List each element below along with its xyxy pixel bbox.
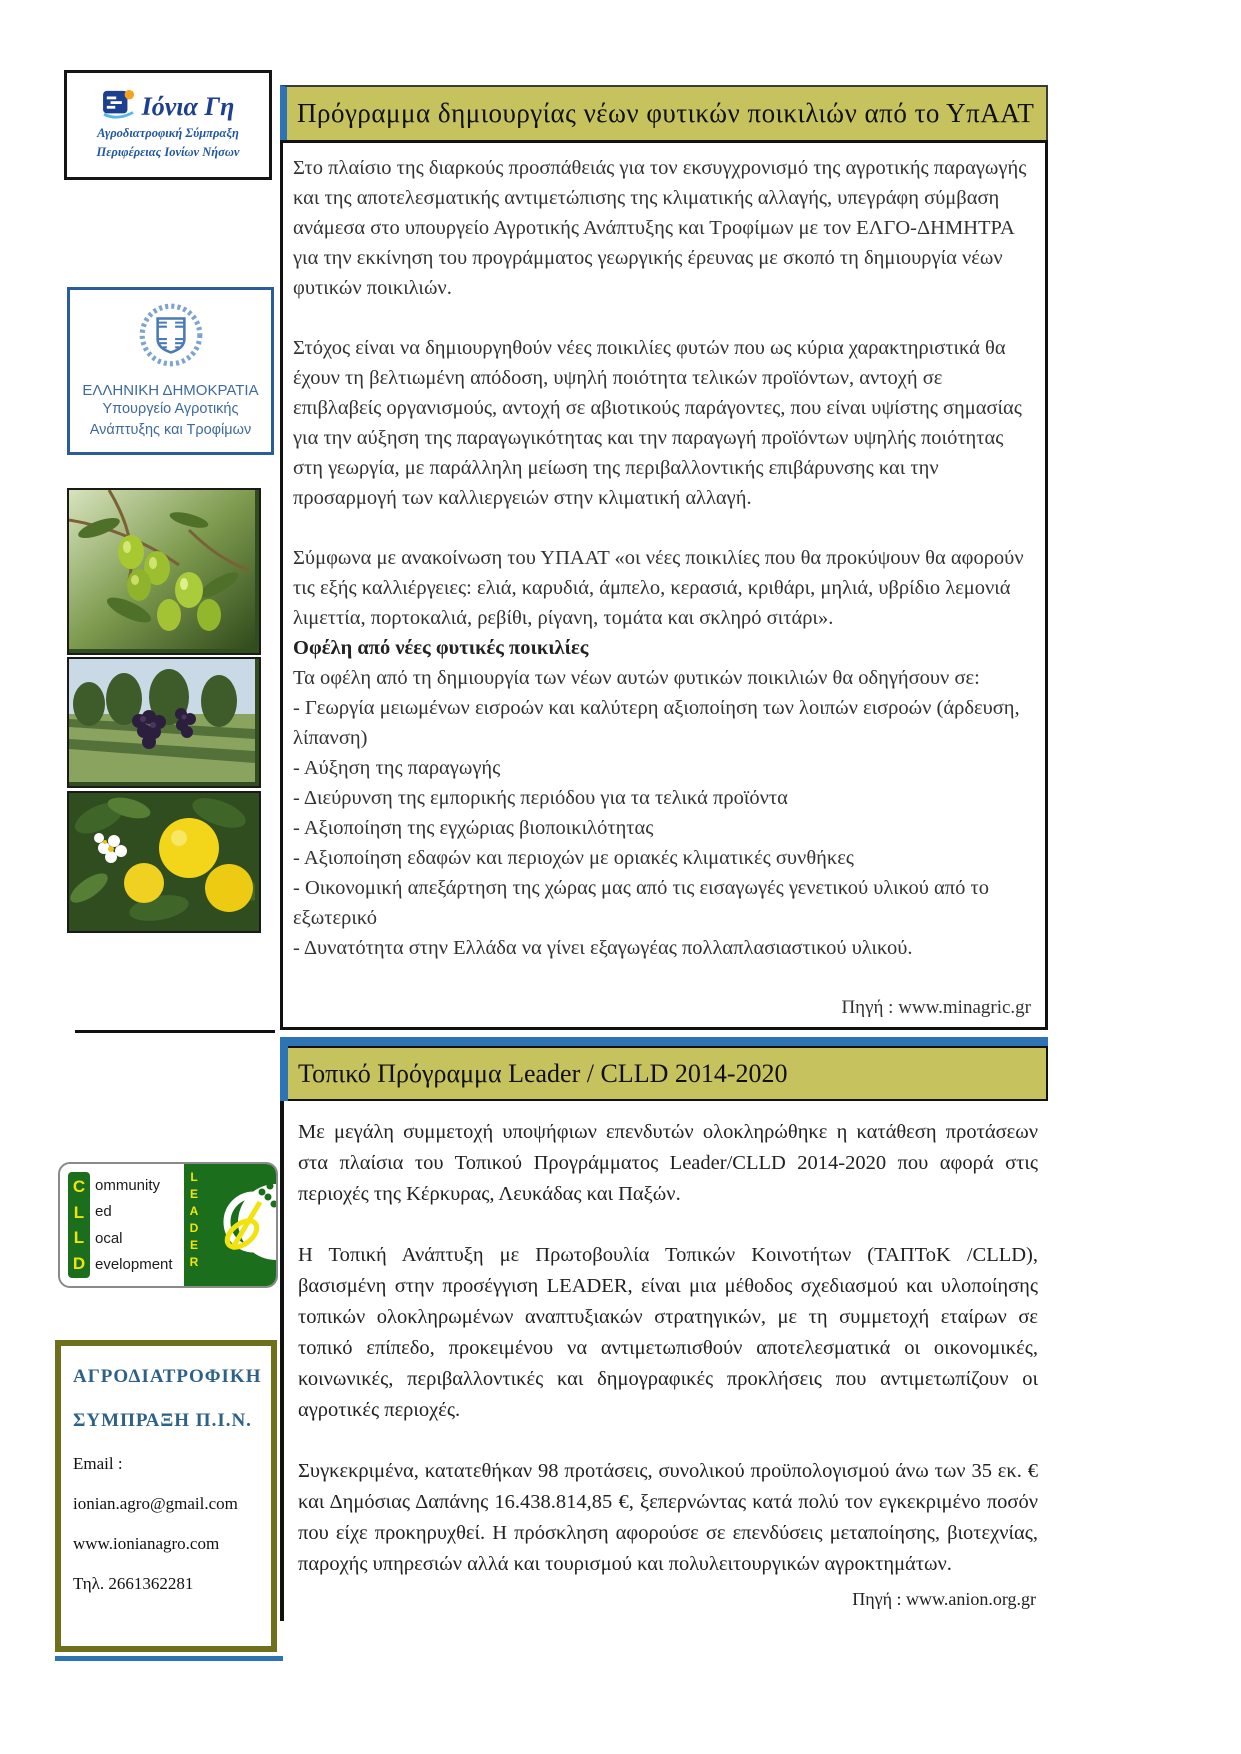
benefit-bullet: - Δυνατότητα στην Ελλάδα να γίνει εξαγωγέας πολλαπλασιαστικού υλικού. — [293, 937, 913, 959]
leader-logo-panel — [184, 1164, 276, 1286]
clld-letter: L — [73, 1202, 85, 1222]
clld-word: ed — [95, 1203, 112, 1221]
contact-website: www.ionianagro.com — [73, 1534, 220, 1553]
ionia-logo-row — [102, 89, 235, 124]
ionia-logo-title: Ιόνια Γη — [141, 91, 235, 121]
ministry-logo-box — [67, 287, 274, 455]
article-2-source: Πηγή : www.anion.org.gr — [852, 1589, 1036, 1609]
benefit-bullet: - Αξιοποίηση εδαφών και περιοχών με οριακές κλιματικές συνθήκες — [293, 847, 854, 869]
article-2-title: Τοπικό Πρόγραμμα Leader / CLLD 2014-2020 — [298, 1058, 788, 1088]
sidebar-divider-line — [75, 1030, 275, 1033]
ionia-logo-icon — [102, 89, 136, 124]
benefit-bullet: - Αξιοποίηση της εγχώριας βιοποικιλότητας — [293, 817, 654, 839]
clld-text-panel — [60, 1164, 184, 1286]
article-2-header — [280, 1037, 1048, 1101]
leader-flower-icon — [202, 1164, 276, 1287]
article-2-paragraph-3: Συγκεκριμένα, κατατεθήκαν 98 προτάσεις, συνολικού προϋπολογισμού άνω των 35 εκ. € και Δημόσιας Δαπάνης 16.438.814,85 €, ξεπερνώντας κατά πολύ τον εγκεκριμένο ποσόν που είχε προκηρυχθεί. Η πρόσκληση αφορούσε σε επενδύσεις μεταποίησης, βιοτεχνίας, παροχής υπηρεσιών αλλά και τουρισμού και πολυλειτουργικών αγροκτημάτων. — [298, 1460, 1038, 1575]
clld-words-column — [95, 1172, 173, 1278]
ministry-line-1: ΕΛΛΗΝΙΚΗ ΔΗΜΟΚΡΑΤΙΑ — [82, 381, 259, 399]
clld-letters-bar — [68, 1172, 90, 1278]
benefit-bullet: - Αύξηση της παραγωγής — [293, 757, 501, 779]
contact-box-blue-underline — [55, 1656, 283, 1661]
article-1-body — [280, 140, 1048, 1030]
greek-republic-emblem-icon — [135, 301, 207, 378]
contact-org-name-line-1: ΑΓΡΟΔΙΑΤΡΟΦΙΚΗ — [73, 1366, 262, 1387]
grapes-photo — [67, 657, 261, 788]
clld-word: ommunity — [95, 1176, 161, 1194]
contact-email-label: Email : — [73, 1454, 123, 1473]
clld-leader-logo-box — [58, 1162, 278, 1288]
lemons-photo — [67, 791, 261, 933]
clld-word: evelopment — [95, 1256, 173, 1274]
benefits-intro: Τα οφέλη από τη δημιουργία των νέων αυτών φυτικών ποικιλιών θα οδηγήσουν σε: — [293, 667, 980, 689]
ionia-gi-logo-box — [64, 70, 272, 180]
article-2-paragraph-1: Με μεγάλη συμμετοχή υποψήφιων επενδυτών ολοκληρώθηκε η κατάθεση προτάσεων στα πλαίσια του Τοπικού Προγράμματος Leader/CLLD 2014-2020 που αφορά στις περιοχές της Κέρκυρας, Λευκάδας και Παξών. — [298, 1121, 1038, 1205]
ionia-logo-subtitle-1: Αγροδιατροφική Σύμπραξη — [97, 126, 239, 141]
ministry-line-2: Υπουργείο Αγροτικής — [102, 400, 239, 417]
benefit-bullet: - Διεύρυνση της εμπορικής περιόδου για τα τελικά προϊόντα — [293, 787, 788, 809]
contact-info-box — [55, 1340, 277, 1652]
leader-label: LEADER — [187, 1170, 201, 1272]
contact-email-address: ionian.agro@gmail.com — [73, 1494, 238, 1513]
ministry-line-3: Ανάπτυξης και Τροφίμων — [89, 422, 252, 438]
clld-letter: D — [72, 1253, 86, 1273]
article-1-header — [280, 85, 1048, 140]
benefit-bullet: - Οικονομική απεξάρτηση της χώρας μας από τις εισαγωγές γενετικού υλικού από το εξωτερικό — [293, 877, 989, 929]
clld-letter: C — [72, 1177, 86, 1197]
article-1-title: Πρόγραμμα δημιουργίας νέων φυτικών ποικιλιών από το ΥπΑΑΤ — [297, 98, 1035, 128]
benefit-bullet: - Γεωργία μειωμένων εισροών και καλύτερη αξιοποίηση των λοιπών εισροών (άρδευση, λίπανση) — [293, 697, 1020, 749]
article-2-body — [280, 1101, 1048, 1621]
article-2-paragraph-2: Η Τοπική Ανάπτυξη με Πρωτοβουλία Τοπικών Κοινοτήτων (ΤΑΠΤοΚ /CLLD), βασισμένη στην προσέγγιση LEADER, είναι μια μέθοδος σχεδιασμού και υλοποίησης τοπικών ολοκληρωμένων αναπτυξιακών στρατηγικών, με τη συμμετοχή εταίρων σε τοπικό επίπεδο, προκειμένου να αντιμετωπισθούν αποτελεσματικά οι οικονομικές, κοινωνικές, περιβαλλοντικές και δημογραφικές προκλήσεις που αντιμετωπίζουν οι αγροτικές περιοχές. — [298, 1244, 1038, 1421]
clld-word: ocal — [95, 1229, 123, 1247]
article-1-source: Πηγή : www.minagric.gr — [841, 997, 1031, 1018]
article-1-paragraph-2: Στόχος είναι να δημιουργηθούν νέες ποικιλίες φυτών που ως κύρια χαρακτηριστικά θα έχουν τη βελτιωμένη απόδοση, υψηλή ποιότητα τελικών προϊόντων, αντοχή σε επιβλαβείς οργανισμούς, αντοχή σε αβιοτικούς παράγοντες, που είναι υψίστης σημασίας για την αύξηση της παραγωγικότητας και την παραγωγή προϊόντων υψηλής ποιότητας στη γεωργία, με παράλληλη μείωση της περιβαλλοντικής επιβάρυνσης και την προσαρμογή των καλλιεργειών στην κλιματική αλλαγή. — [293, 337, 1022, 509]
article-1-paragraph-1: Στο πλαίσιο της διαρκούς προσπάθειάς για τον εκσυγχρονισμό της αγροτικής παραγωγής και της αποτελεσματικής αντιμετώπισης της κλιματικής αλλαγής, υπεγράφη σύμβαση ανάμεσα στο υπουργείο Αγροτικής Ανάπτυξης και Τροφίμων με τον ΕΛΓΟ-ΔΗΜΗΤΡΑ για την εκκίνηση του προγράμματος γεωργικής έρευνας με σκοπό τη δημιουργία νέων φυτικών ποικιλιών. — [293, 157, 1027, 299]
ionia-logo-subtitle-2: Περιφέρειας Ιονίων Νήσων — [96, 144, 240, 159]
article-1-paragraph-3: Σύμφωνα με ανακοίνωση του ΥΠΑΑΤ «οι νέες ποικιλίες που θα προκύψουν θα αφορούν τις εξής καλλιέργειες: ελιά, καρυδιά, άμπελο, κερασιά, κριθάρι, μηλιά, υβρίδιο λεμονιά λιμεττία, πορτοκαλιά, ρεβίθι, ρίγανη, τομάτα και σκληρό σιτάρι». — [293, 547, 1024, 629]
contact-org-name-line-2: ΣΥΜΠΡΑΞΗ Π.Ι.Ν. — [73, 1410, 252, 1431]
article-2-header-inner — [288, 1046, 1048, 1101]
benefits-heading: Οφέλη από νέες φυτικές ποικιλίες — [293, 637, 589, 659]
olives-photo — [67, 488, 261, 655]
clld-letter: L — [73, 1228, 85, 1248]
contact-phone: Τηλ. 2661362281 — [73, 1574, 194, 1593]
